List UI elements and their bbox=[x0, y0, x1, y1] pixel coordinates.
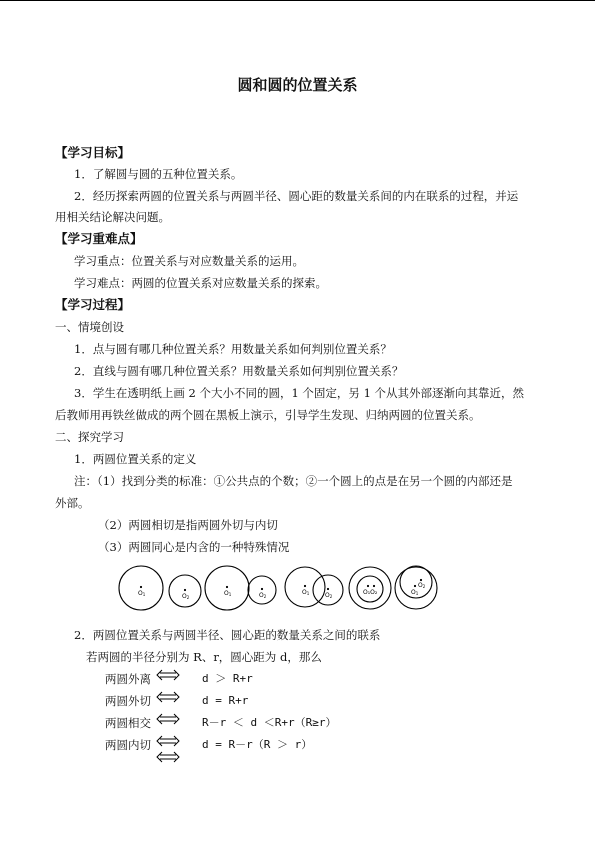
part1-heading: 一、情境创设 bbox=[55, 320, 124, 334]
label-o1: O1 bbox=[224, 590, 232, 597]
relation-condition-separate: d ＞ R+r bbox=[202, 672, 253, 685]
double-arrow-icon bbox=[157, 714, 179, 724]
label-o2: O2 bbox=[182, 593, 190, 600]
label-o1: O1 bbox=[302, 589, 310, 596]
keypoints-heading: 【学习重难点】 bbox=[55, 231, 143, 246]
label-o2: O2 bbox=[325, 592, 333, 599]
relation-name-external-tangent: 两圆外切 bbox=[105, 694, 151, 708]
relations-intro: 若两圆的半径分别为 R、r，圆心距为 d，那么 bbox=[86, 650, 322, 664]
double-arrow-icon bbox=[157, 692, 179, 702]
note-2: （2）两圆相切是指两圆外切与内切 bbox=[98, 518, 278, 532]
label-o1: O1 bbox=[138, 590, 146, 597]
relations-heading: 2．两圆位置关系与两圆半径、圆心距的数量关系之间的联系 bbox=[74, 628, 381, 642]
relation-condition-intersect: R－r ＜ d ＜R+r（R≥r） bbox=[202, 716, 337, 729]
goal-2-line-1: 2．经历探索两圆的位置关系与两圆半径、圆心距的数量关系间的内在联系的过程，并运 bbox=[74, 189, 519, 203]
double-arrow-icon bbox=[157, 736, 179, 746]
relation-condition-internal-tangent: d = R－r（R ＞ r） bbox=[202, 738, 313, 751]
goal-1: 1．了解圆与圆的五种位置关系。 bbox=[74, 167, 243, 181]
relation-name-internal-tangent: 两圆内切 bbox=[105, 738, 151, 752]
label-o1: O1 bbox=[411, 589, 419, 596]
question-1: 1．点与圆有哪几种位置关系？用数量关系如何判别位置关系？ bbox=[74, 342, 392, 356]
note-3: （3）两圆同心是内含的一种特殊情况 bbox=[98, 540, 290, 554]
question-3-line-1: 3．学生在透明纸上画 2 个大小不同的圆，1 个固定，另 1 个从其外部逐渐向其靠近，然 bbox=[74, 386, 525, 400]
concentric-outer-circle bbox=[349, 567, 391, 609]
part2-heading: 二、探究学习 bbox=[55, 430, 124, 444]
label-o2: O2 bbox=[418, 582, 426, 589]
header-rule bbox=[0, 0, 595, 1]
goals-heading: 【学习目标】 bbox=[55, 145, 131, 160]
double-arrow-icon bbox=[157, 670, 179, 680]
label-concentric: O₁O₂ bbox=[363, 589, 378, 596]
difficulty: 学习难点：两圆的位置关系对应数量关系的探索。 bbox=[74, 276, 327, 290]
equivalence-arrows bbox=[155, 666, 183, 766]
circle-relations-figure bbox=[110, 560, 450, 620]
relation-name-intersect: 两圆相交 bbox=[105, 716, 151, 730]
question-2: 2．直线与圆有哪几种位置关系？用数量关系如何判别位置关系？ bbox=[74, 364, 404, 378]
note-line-1: 注：（1）找到分类的标准：①公共点的个数；②一个圆上的点是在另一个圆的内部还是 bbox=[74, 474, 513, 488]
page-title: 圆和圆的位置关系 bbox=[237, 76, 358, 94]
process-heading: 【学习过程】 bbox=[55, 297, 131, 312]
key-point: 学习重点：位置关系与对应数量关系的运用。 bbox=[74, 254, 304, 268]
goal-2-line-2: 用相关结论解决问题。 bbox=[55, 210, 170, 224]
relation-name-separate: 两圆外离 bbox=[105, 672, 151, 686]
label-o2: O2 bbox=[259, 592, 267, 599]
relation-condition-external-tangent: d = R+r bbox=[202, 694, 249, 707]
definition-heading: 1．两圆位置关系的定义 bbox=[74, 452, 197, 466]
double-arrow-icon bbox=[157, 752, 179, 762]
question-3-line-2: 后教师用再铁丝做成的两个圆在黑板上演示，引导学生发现、归纳两圆的位置关系。 bbox=[55, 408, 481, 422]
note-line-2: 外部。 bbox=[55, 496, 90, 510]
